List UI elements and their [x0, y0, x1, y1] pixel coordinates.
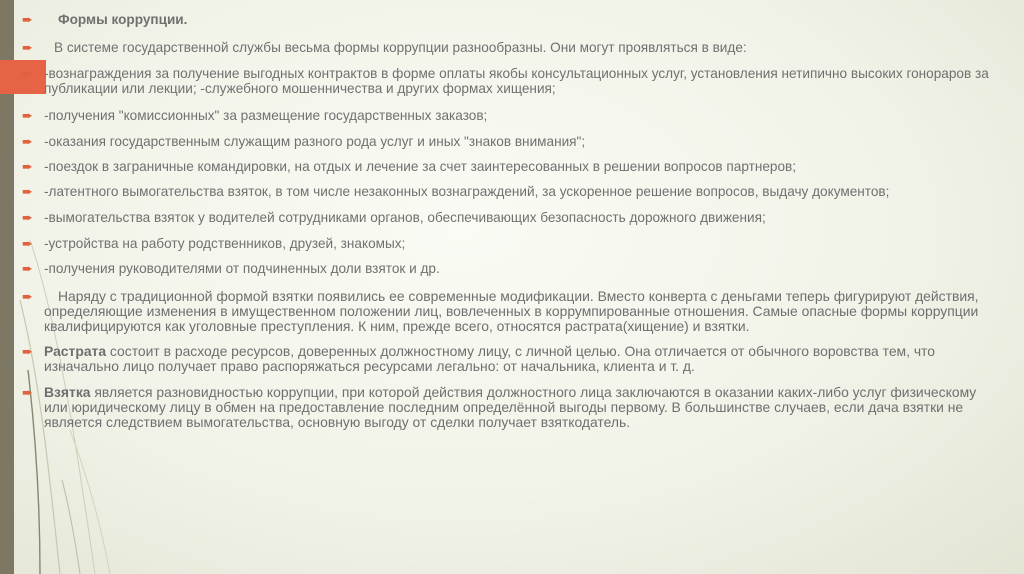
list-item-text: -устройства на работу родственников, друзей, знакомых;: [44, 236, 406, 251]
definition-text: [44, 344, 1002, 374]
list-item-text: -вознаграждения за получение выгодных контрактов в форме оплаты якобы консультационных услуг, установления нетипично высоких гонораров за публикации или лекции; -служебного мошенничества и других формах хищения;: [44, 66, 989, 96]
slide-content: [22, 12, 1002, 430]
bullet-arrow-icon: ➨: [22, 66, 33, 81]
definition-rastrata: [22, 344, 1002, 374]
bullet-arrow-icon: ➨: [22, 261, 33, 276]
list-item: [22, 134, 1002, 149]
slide-title: Формы коррупции.: [58, 12, 188, 27]
list-item: [22, 66, 1002, 96]
list-item: [22, 236, 1002, 251]
bullet-arrow-icon: ➨: [22, 134, 33, 149]
list-item-text: В системе государственной службы весьма формы коррупции разнообразны. Они могут проявляться в виде:: [54, 40, 747, 55]
bullet-arrow-icon: ➨: [22, 12, 33, 27]
definition-vzyatka: [22, 385, 1002, 430]
bullet-arrow-icon: ➨: [22, 40, 33, 55]
bullet-arrow-icon: ➨: [22, 108, 33, 123]
bullet-arrow-icon: ➨: [22, 289, 33, 304]
title-item: [22, 12, 1002, 27]
term-vzyatka: Взятка: [44, 384, 91, 400]
bullet-arrow-icon: ➨: [22, 184, 33, 199]
list-item-text: -поездок в заграничные командировки, на отдых и лечение за счет заинтересованных в решении вопросов партнеров;: [44, 159, 797, 174]
list-item: [22, 261, 1002, 276]
definition-body: состоит в расходе ресурсов, доверенных должностному лицу, с личной целью. Она отличается от обычного воровства тем, что изначально лицо получает право распоряжаться ресурсами легально: от начальника, клиента и т. д.: [44, 343, 935, 374]
list-item-text: Наряду с традиционной формой взятки появились ее современные модификации. Вместо конверта с деньгами теперь фигурируют действия, определяющие изменения в имущественном положении лиц, вовлеченных в коррумпированные отношения. Самые опасные формы коррупции квалифицируются как уголовные преступления. К ним, прежде всего, относятся растрата(хищение) и взятки.: [44, 288, 979, 334]
list-item: [22, 159, 1002, 174]
bullet-arrow-icon: ➨: [22, 159, 33, 174]
list-item-text: -получения "комиссионных" за размещение государственных заказов;: [44, 108, 488, 123]
list-item: [22, 289, 1002, 334]
list-item-text: -латентного вымогательства взяток, в том числе незаконных вознаграждений, за ускоренное решение вопросов, выдачу документов;: [44, 184, 890, 199]
list-item: [22, 184, 1002, 199]
list-item: [22, 108, 1002, 123]
list-item: [22, 210, 1002, 225]
list-item-text: -оказания государственным служащим разного рода услуг и иных "знаков внимания";: [44, 134, 586, 149]
bullet-arrow-icon: ➨: [22, 385, 33, 400]
bullet-arrow-icon: ➨: [22, 344, 33, 359]
definition-body: является разновидностью коррупции, при которой действия должностного лица заключаются в оказании каких-либо услуг физическому или юридическому лицу в обмен на предоставление последним определённой выгоды первому. В большинстве случаев, если дача взятки не является следствием вымогательства, основную выгоду от сделки получает взяткодатель.: [44, 384, 977, 430]
term-rastrata: Растрата: [44, 343, 107, 359]
bullet-arrow-icon: ➨: [22, 210, 33, 225]
bullet-arrow-icon: ➨: [22, 236, 33, 251]
list-item-text: -получения руководителями от подчиненных доли взяток и др.: [44, 261, 440, 276]
list-item-text: -вымогательства взяток у водителей сотрудниками органов, обеспечивающих безопасность дорожного движения;: [44, 210, 766, 225]
list-item: [22, 40, 1002, 55]
definition-text: [44, 385, 1002, 430]
